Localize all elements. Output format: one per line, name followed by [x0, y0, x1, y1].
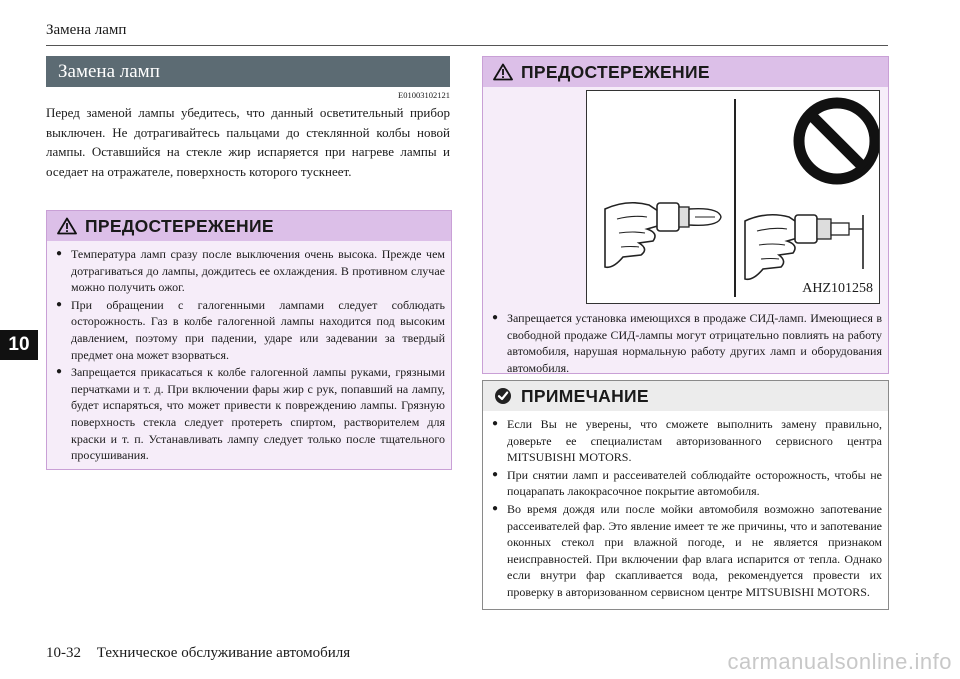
- warning-header: [47, 211, 451, 241]
- header-rule: [46, 45, 888, 46]
- led-lamp-illustration: [586, 90, 880, 304]
- document-code: E01003102121: [398, 90, 450, 100]
- warning-triangle-icon: [493, 63, 513, 81]
- warning-box-right: [482, 56, 889, 374]
- warning-heading: ПРЕДОСТЕРЕЖЕНИЕ: [85, 215, 274, 236]
- page-footer: [46, 645, 350, 662]
- warning-box-left: [46, 210, 452, 470]
- note-check-icon: [493, 387, 513, 405]
- warning-list: [55, 246, 445, 464]
- list-item: ● При обращении с галогенными лампами следует соблюдать осторожность. Газ в колбе галогенной лампы находится под высоким давлением, поэтому при падении, ударе или задевании за твердый предмет она может взорваться.: [55, 297, 445, 363]
- note-header: [483, 381, 888, 411]
- watermark: carmanualsonline.info: [727, 649, 952, 674]
- page-number: 10-32: [46, 645, 81, 661]
- note-heading: ПРИМЕЧАНИЕ: [521, 385, 649, 406]
- intro-paragraph: Перед заменой лампы убедитесь, что данный осветительный прибор выключен. Не дотрагивайтесь пальцами до стеклянной колбы новой лампы. Оставшийся на стекле жир испаряется при нагреве лампы и оседает на отражателе, поверхность которого тускнеет.: [46, 105, 450, 179]
- hand-holding-bulb-illustration: [587, 91, 879, 303]
- list-item: ● Запрещается установка имеющихся в продаже СИД-ламп. Имеющиеся в свободной продаже СИД-лампы могут отрицательно повлиять на работу автомобиля, нарушая нормальную работу других ламп и оборудования автомобиля.: [491, 310, 882, 376]
- footer-title: Техническое обслуживание автомобиля: [96, 645, 351, 661]
- prohibition-icon: [799, 103, 875, 179]
- list-item: ● Если Вы не уверены, что сможете выполнить замену правильно, доверьте ее специалистам авторизованного сервисного центра MITSUBISHI MOTORS.: [491, 416, 882, 466]
- list-item: ● Запрещается прикасаться к колбе галогенной лампы руками, грязными перчатками и т. д. При включении фары жир с рук, попавший на лампу, будет испаряться, что может привести к повреждению лампы. Грязную поверхность стекла следует протереть спиртом, растворителем для краски и т. п. Устанавливать лампу следует только после тщательного просушивания.: [55, 364, 445, 464]
- illustration-code: AHZ101258: [802, 281, 873, 296]
- warning-heading: ПРЕДОСТЕРЕЖЕНИЕ: [521, 61, 710, 82]
- warning-triangle-icon: [57, 217, 77, 235]
- list-item: ● При снятии ламп и рассеивателей соблюдайте осторожность, чтобы не поцарапать лакокрасочное покрытие автомобиля.: [491, 467, 882, 500]
- chapter-tab: 10: [0, 330, 38, 360]
- note-box: [482, 380, 889, 610]
- note-list: [491, 416, 882, 601]
- running-head: Замена ламп: [46, 22, 127, 38]
- warning-header: [483, 57, 888, 87]
- warning-list: [491, 310, 882, 376]
- list-item: ● Температура ламп сразу после выключения очень высока. Прежде чем дотрагиваться до лампы, дождитесь ее охлаждения. В противном случае можно получить ожог.: [55, 246, 445, 296]
- section-title: Замена ламп: [46, 56, 450, 87]
- list-item: ● Во время дождя или после мойки автомобиля возможно запотевание рассеивателей фар. Это явление имеет те же причины, что и запотевание оконных стекол при влажной погоде, и не является признаком неисправностей. При включении фар влага испарится от тепла. Однако если внутри фар скапливается вода, рекомендуется провести их проверку в авторизованном сервисном центре MITSUBISHI MOTORS.: [491, 501, 882, 601]
